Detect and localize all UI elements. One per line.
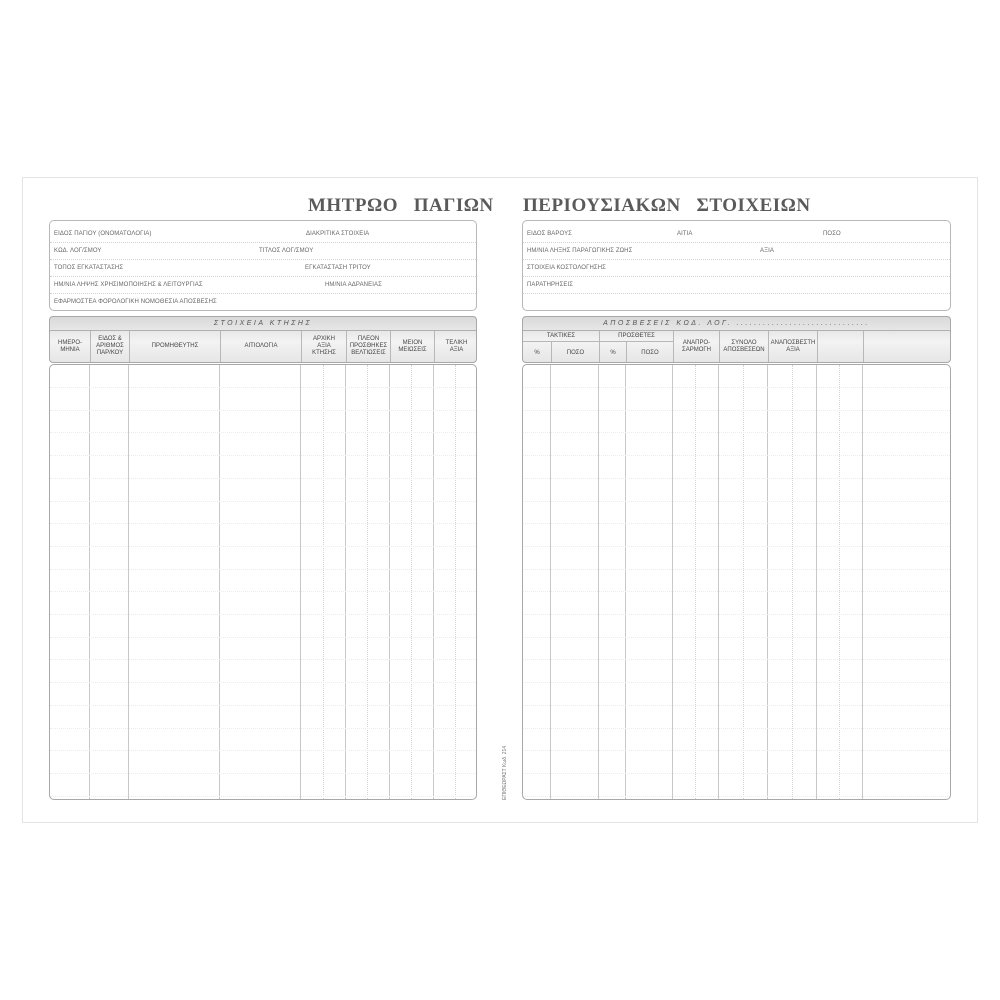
- writing-line: [523, 614, 950, 615]
- writing-line: [523, 773, 950, 774]
- acquisition-table-header: [49, 316, 477, 363]
- col-divider: [792, 365, 793, 799]
- col-synolo: ΣΥΝΟΛΟ ΑΠΟΣΒΕΣΕΩΝ: [719, 331, 768, 362]
- col-eidos-arithmos: ΕΙΔΟΣ & ΑΡΙΘΜΟΣ ΠΑΡ/ΚΟΥ: [90, 331, 129, 362]
- writing-line: [50, 432, 476, 433]
- label-diakritika: ΔΙΑΚΡΙΤΙΚΑ ΣΤΟΙΧΕΙΑ: [306, 231, 370, 237]
- writing-line: [50, 455, 476, 456]
- label-nomothesia: ΕΦΑΡΜΟΣΤΕΑ ΦΟΡΟΛΟΓΙΚΗ ΝΟΜΟΘΕΣΙΑ ΑΠΟΣΒΕΣΗΣ: [54, 299, 217, 305]
- col-anapospesti: ΑΝΑΠΟΣΒΕΣΤΗ ΑΞΙΑ: [768, 331, 817, 362]
- asset-info-box: [49, 220, 477, 311]
- col-divider: [862, 365, 863, 799]
- col-divider: [767, 365, 768, 799]
- col-divider: [455, 365, 456, 799]
- writing-line: [523, 478, 950, 479]
- col-taktikes-percent: %: [534, 350, 540, 356]
- col-divider: [433, 365, 434, 799]
- acquisition-caption: ΣΤΟΙΧΕΙΑ ΚΤΗΣΗΣ: [50, 317, 476, 331]
- col-prosthetes-poso: ΠΟΣΟ: [626, 342, 673, 363]
- writing-line: [50, 501, 476, 502]
- writing-line: [50, 546, 476, 547]
- col-blank-1: [817, 331, 863, 362]
- col-divider: [89, 365, 90, 799]
- col-divider: [323, 365, 324, 799]
- writing-line: [50, 682, 476, 683]
- label-egkatastasi-triton: ΕΓΚΑΤΑΣΤΑΣΗ ΤΡΙΤΟΥ: [305, 265, 371, 271]
- writing-line: [523, 659, 950, 660]
- writing-line: [523, 750, 950, 751]
- writing-line: [523, 410, 950, 411]
- writing-line: [50, 637, 476, 638]
- col-anaprosarmogi: ΑΝΑΠΡΟ- ΣΑΡΜΟΓΗ: [673, 331, 719, 362]
- writing-line: [50, 750, 476, 751]
- label-topos: ΤΟΠΟΣ ΕΓΚΑΤΑΣΤΑΣΗΣ: [54, 265, 124, 271]
- acquisition-table-body: [49, 364, 477, 800]
- label-poso: ΠΟΣΟ: [823, 231, 841, 237]
- label-imerominia-adraneias: ΗΜ/ΝΙΑ ΑΔΡΑΝΕΙΑΣ: [325, 282, 382, 288]
- depreciation-table-body: [522, 364, 951, 800]
- col-aitiologia: ΑΙΤΙΟΛΟΓΙΑ: [220, 331, 301, 362]
- writing-line: [50, 728, 476, 729]
- writing-line: [523, 796, 950, 797]
- col-meioseis: ΜΕΙΟΝ ΜΕΙΩΣΕΙΣ: [390, 331, 434, 362]
- depreciation-caption: ΑΠΟΣΒΕΣΕΙΣ ΚΩΔ. ΛΟΓ. ..............................: [523, 317, 950, 331]
- col-divider: [300, 365, 301, 799]
- label-eidos-pagiou: ΕΙΔΟΣ ΠΑΓΙΟΥ (ΟΝΟΜΑΤΟΛΟΓΙΑ): [54, 231, 152, 237]
- col-divider: [839, 365, 840, 799]
- col-divider: [695, 365, 696, 799]
- col-taktikes: ΤΑΚΤΙΚΕΣ: [523, 331, 599, 342]
- writing-line: [50, 569, 476, 570]
- writing-line: [523, 523, 950, 524]
- writing-line: [523, 546, 950, 547]
- label-kod-logariasmou: ΚΩΔ. ΛΟΓ/ΣΜΟΥ: [54, 248, 102, 254]
- col-prosthetes-percent: %: [599, 342, 626, 363]
- writing-line: [50, 387, 476, 388]
- form-title-right: ΠΕΡΙΟΥΣΙΑΚΩΝ ΣΤΟΙΧΕΙΩΝ: [523, 195, 811, 216]
- label-imerominia-paragogikis: ΗΜ/ΝΙΑ ΛΗΞΗΣ ΠΑΡΑΓΩΓΙΚΗΣ ΖΩΗΣ: [527, 248, 633, 254]
- col-divider: [598, 365, 599, 799]
- writing-line: [523, 455, 950, 456]
- writing-line: [50, 796, 476, 797]
- writing-line: [50, 410, 476, 411]
- label-aitia: ΑΙΤΙΑ: [677, 231, 693, 237]
- writing-line: [50, 773, 476, 774]
- writing-line: [50, 659, 476, 660]
- col-imerominia: ΗΜΕΡΟ- ΜΗΝΙΑ: [58, 339, 82, 353]
- col-divider: [128, 365, 129, 799]
- writing-line: [50, 705, 476, 706]
- col-prosthikes: ΠΛΕΟΝ ΠΡΟΣΘΗΚΕΣ ΒΕΛΤΙΩΣΕΙΣ: [346, 331, 390, 362]
- publisher-imprint: ΕΠΙΘΕΩΡΑΣΤ Κωδ. 214: [502, 745, 508, 800]
- writing-line: [50, 478, 476, 479]
- col-prosthetes: ΠΡΟΣΘΕΤΕΣ: [599, 331, 673, 342]
- col-teliki-aksia: ΤΕΛΙΚΗ ΑΞΙΑ: [434, 331, 477, 362]
- label-paratiriseis: ΠΑΡΑΤΗΡΗΣΕΙΣ: [527, 282, 574, 288]
- writing-line: [523, 728, 950, 729]
- label-kostologisis: ΣΤΟΙΧΕΙΑ ΚΟΣΤΟΛΟΓΗΣΗΣ: [527, 265, 606, 271]
- col-divider: [367, 365, 368, 799]
- label-eidos-varous: ΕΙΔΟΣ ΒΑΡΟΥΣ: [527, 231, 572, 237]
- col-arxiki-aksia: ΑΡΧΙΚΗ ΑΞΙΑ ΚΤΗΣΗΣ: [301, 331, 346, 362]
- col-divider: [625, 365, 626, 799]
- label-imerominia-lipsis: ΗΜ/ΝΙΑ ΛΗΨΗΣ ΧΡΗΣΙΜΟΠΟΙΗΣΗΣ & ΛΕΙΤΟΥΡΓΙΑΣ: [54, 282, 203, 288]
- col-divider: [389, 365, 390, 799]
- writing-line: [50, 591, 476, 592]
- col-divider: [743, 365, 744, 799]
- col-divider: [816, 365, 817, 799]
- label-aksia: ΑΞΙΑ: [760, 248, 774, 254]
- writing-line: [523, 705, 950, 706]
- col-promitheftis: ΠΡΟΜΗΘΕΥΤΗΣ: [129, 331, 220, 362]
- col-divider: [411, 365, 412, 799]
- col-taktikes-poso: ΠΟΣΟ: [551, 342, 599, 363]
- writing-line: [50, 614, 476, 615]
- form-title-left: ΜΗΤΡΩΟ ΠΑΓΙΩΝ: [308, 195, 494, 216]
- writing-line: [523, 387, 950, 388]
- encumbrance-info-box: [522, 220, 951, 311]
- col-divider: [718, 365, 719, 799]
- depreciation-table-header: [522, 316, 951, 363]
- writing-line: [523, 432, 950, 433]
- col-divider: [345, 365, 346, 799]
- col-divider: [550, 365, 551, 799]
- writing-line: [523, 569, 950, 570]
- writing-line: [523, 501, 950, 502]
- writing-line: [50, 523, 476, 524]
- col-blank-2: [863, 331, 951, 362]
- col-divider: [672, 365, 673, 799]
- writing-line: [523, 682, 950, 683]
- writing-line: [523, 637, 950, 638]
- col-divider: [219, 365, 220, 799]
- writing-line: [523, 591, 950, 592]
- label-titlos-logariasmou: ΤΙΤΛΟΣ ΛΟΓ/ΣΜΟΥ: [259, 248, 314, 254]
